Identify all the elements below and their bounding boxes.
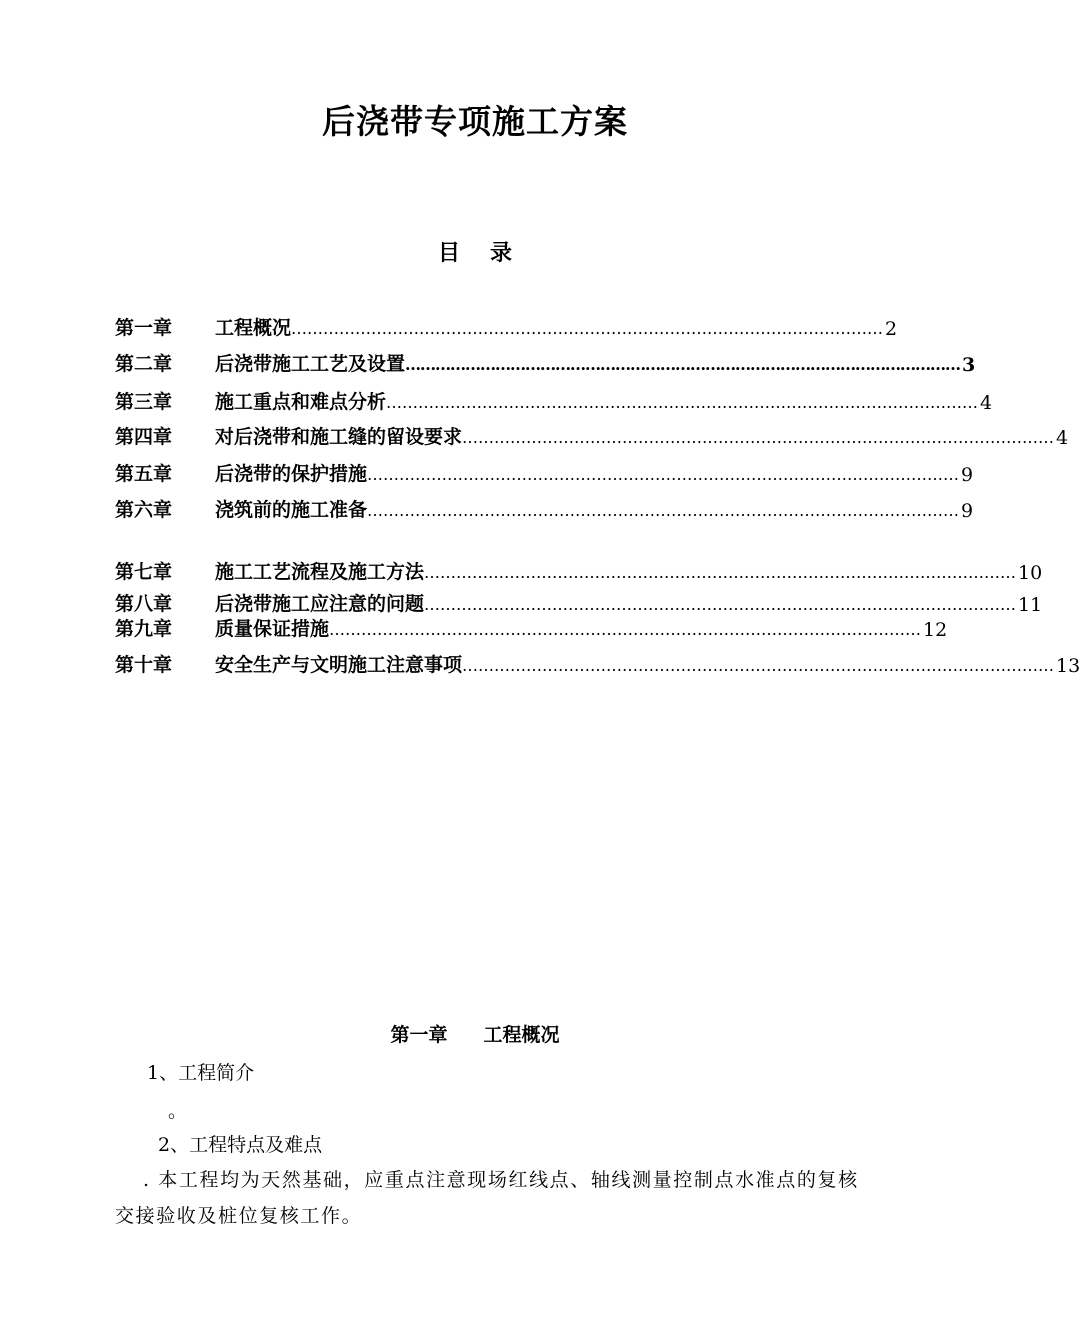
toc-chapter-label: 第一章 — [115, 317, 173, 339]
toc-chapter-label: 第十章 — [115, 654, 173, 676]
toc-entry-name: 对后浇带和施工缝的留设要求 — [215, 426, 463, 448]
document-title: 后浇带专项施工方案 — [322, 102, 628, 141]
toc-entry[interactable] — [115, 423, 1069, 449]
toc-leader-dots: ………………………………………………………………………………………………… — [462, 656, 1055, 675]
toc-entry[interactable] — [115, 558, 1043, 584]
toc-entry[interactable] — [115, 314, 898, 340]
section-item-heading: 1、工程简介 — [147, 1062, 255, 1084]
toc-entry-name: 质量保证措施 — [215, 618, 330, 640]
toc-entry[interactable] — [115, 651, 1080, 677]
toc-page-number: 2 — [885, 318, 898, 340]
section-item-text: 。 — [168, 1100, 188, 1122]
toc-entry-name: 后浇带施工应注意的问题 — [215, 593, 425, 615]
toc-chapter-label: 第七章 — [115, 561, 173, 583]
toc-leader-dots: ………………………………………………………………………………………………… — [386, 393, 979, 412]
toc-chapter-label: 第三章 — [115, 391, 173, 413]
chapter-heading — [0, 1020, 950, 1047]
chapter-heading-number: 第一章 — [390, 1024, 448, 1046]
toc-entry[interactable] — [115, 590, 1043, 616]
toc-chapter-label: 第二章 — [115, 353, 173, 375]
toc-page-number: 12 — [923, 619, 948, 641]
toc-heading-left: 目 — [437, 240, 460, 266]
toc-entry-name: 施工重点和难点分析 — [215, 391, 387, 413]
toc-chapter-label: 第六章 — [115, 499, 173, 521]
toc-entry-name: 安全生产与文明施工注意事项 — [215, 654, 463, 676]
toc-entry[interactable] — [115, 615, 948, 641]
toc-leader-dots: ………………………………………………………………………………………………… — [367, 465, 960, 484]
toc-leader-dots: ………………………………………………………………………………………………… — [291, 319, 884, 338]
toc-entry[interactable] — [115, 388, 993, 414]
toc-page-number: 10 — [1018, 562, 1043, 584]
toc-page-number: 3 — [962, 354, 976, 376]
toc-page-number: 13 — [1056, 655, 1080, 677]
toc-leader-dots: ………………………………………………………………………………………………… — [367, 501, 960, 520]
toc-leader-dots: ………………………………………………………………………………………………… — [405, 355, 961, 374]
toc-page-number: 9 — [961, 464, 974, 486]
toc-chapter-label: 第五章 — [115, 463, 173, 485]
toc-entry-name: 后浇带施工工艺及设置 — [215, 353, 406, 375]
toc-heading-right: 录 — [490, 240, 513, 266]
toc-chapter-label: 第八章 — [115, 593, 173, 615]
toc-entry-name: 浇筑前的施工准备 — [215, 499, 368, 521]
section-item-heading: 2、工程特点及难点 — [158, 1134, 323, 1156]
toc-page-number: 4 — [980, 392, 993, 414]
toc-leader-dots: ………………………………………………………………………………………………… — [462, 428, 1055, 447]
toc-entry[interactable] — [115, 496, 974, 522]
toc-leader-dots: ………………………………………………………………………………………………… — [424, 595, 1017, 614]
toc-chapter-label: 第九章 — [115, 618, 173, 640]
toc-entry[interactable] — [115, 460, 974, 486]
toc-entry-name: 施工工艺流程及施工方法 — [215, 561, 425, 583]
body-paragraph: . 本工程均为天然基础，应重点注意现场红线点、轴线测量控制点水准点的复核交接验收及桩位复核工作。 — [115, 1169, 859, 1227]
toc-entry[interactable] — [115, 350, 976, 376]
chapter-heading-name: 工程概况 — [483, 1024, 560, 1046]
toc-page-number: 9 — [961, 500, 974, 522]
toc-heading — [0, 236, 950, 267]
toc-page-number: 11 — [1018, 594, 1043, 616]
toc-leader-dots: ………………………………………………………………………………………………… — [329, 620, 922, 639]
toc-page-number: 4 — [1056, 427, 1069, 449]
toc-entry-name: 后浇带的保护措施 — [215, 463, 368, 485]
toc-leader-dots: ………………………………………………………………………………………………… — [424, 563, 1017, 582]
toc-chapter-label: 第四章 — [115, 426, 173, 448]
toc-entry-name: 工程概况 — [215, 317, 292, 339]
